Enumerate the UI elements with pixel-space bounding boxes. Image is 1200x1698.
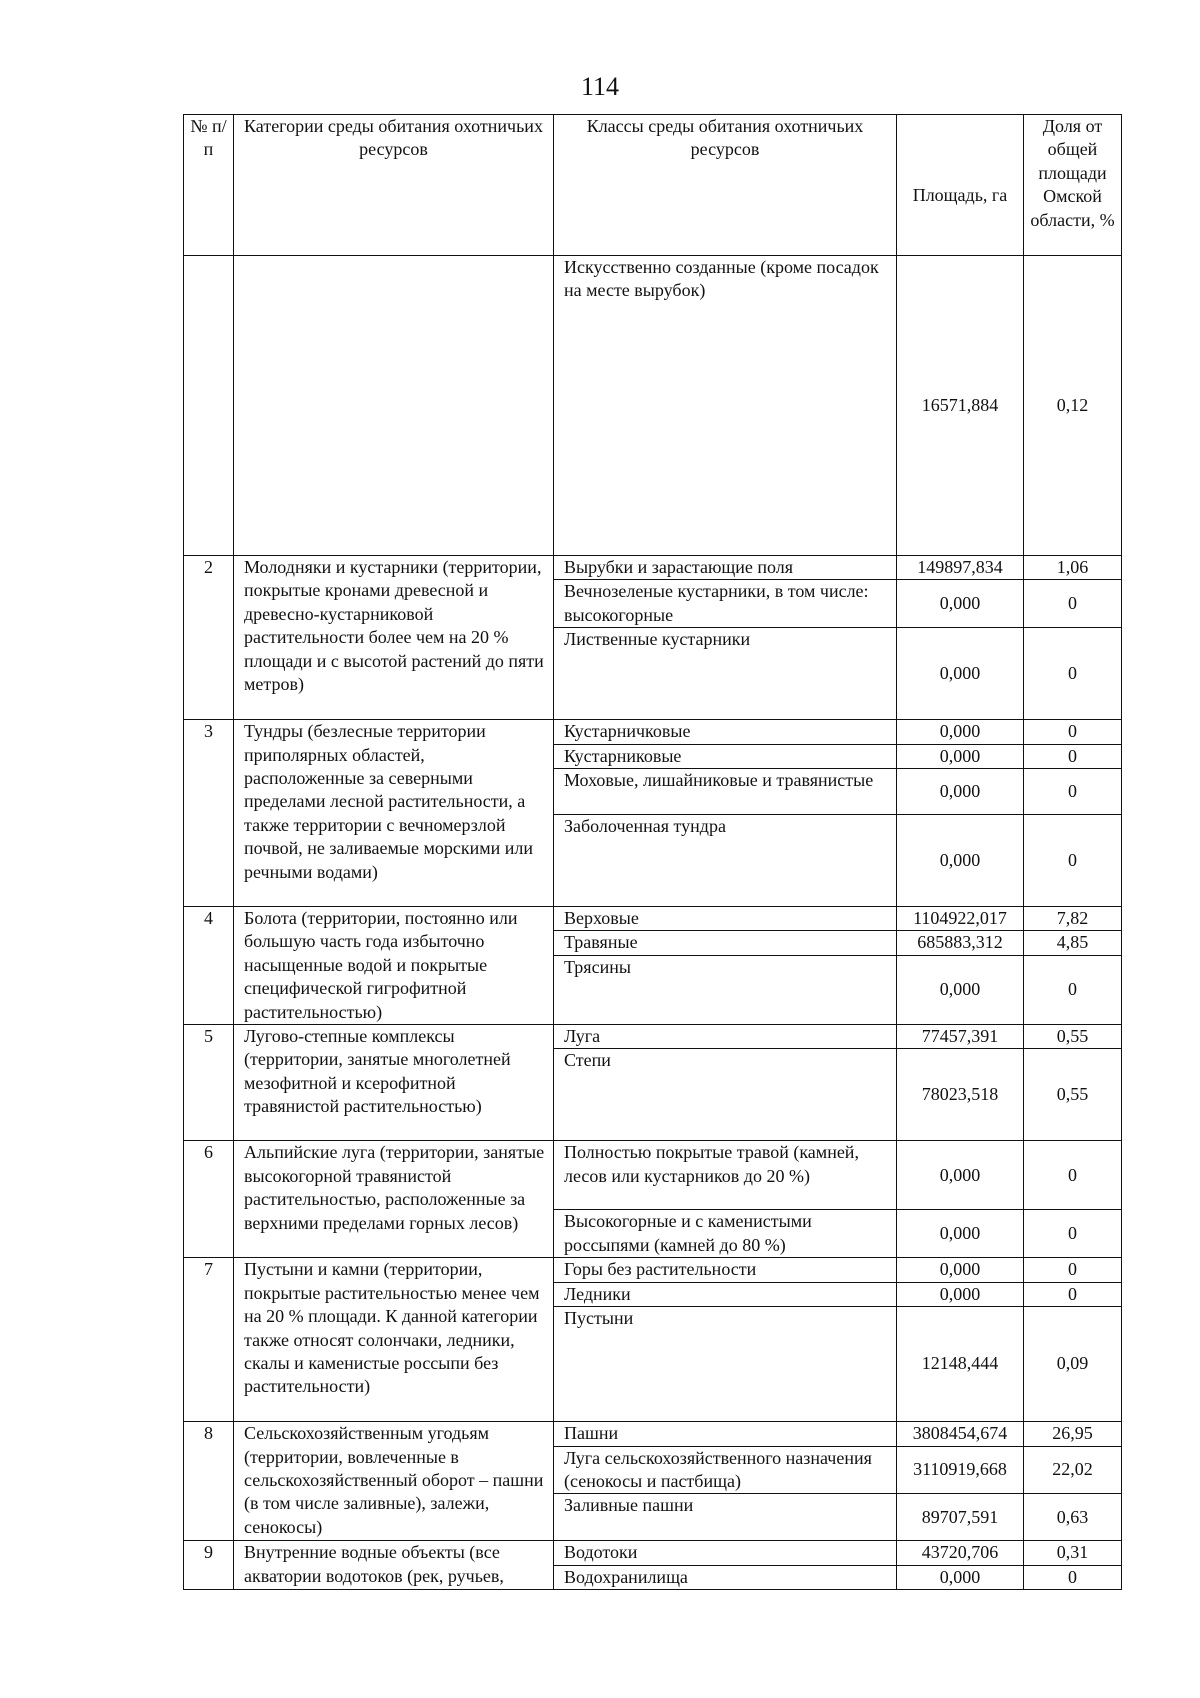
habitat-class: Трясины [554,955,897,1024]
area-value: 0,000 [897,955,1024,1024]
habitat-table [183,114,1122,1590]
habitat-class: Высокогорные и с каменистыми россыпями (камней до 80 %) [554,1210,897,1258]
area-value: 43720,706 [897,1541,1024,1565]
header-share: Доля от общей площади Омской области, % [1024,115,1122,256]
share-value: 26,95 [1024,1422,1122,1446]
share-value: 0 [1024,628,1122,720]
table-row [184,1258,1122,1282]
area-value: 0,000 [897,1282,1024,1306]
habitat-class: Пустыни [554,1307,897,1422]
table-row [184,1141,1122,1210]
share-value: 0 [1024,955,1122,1024]
table-row [184,1541,1122,1565]
row-number: 4 [184,907,234,1025]
area-value: 0,000 [897,1210,1024,1258]
area-value: 0,000 [897,1565,1024,1589]
row-number: 9 [184,1541,234,1590]
share-value: 0 [1024,1141,1122,1210]
habitat-class: Кустарничковые [554,720,897,744]
share-value: 0 [1024,1282,1122,1306]
habitat-class: Полностью покрытые травой (камней, лесов или кустарников до 20 %) [554,1141,897,1210]
habitat-category: Лугово-степные комплексы (территории, занятые многолетней мезофитной и ксерофитной травянистой растительностью) [234,1025,554,1141]
habitat-class: Искусственно созданные (кроме посадок на месте вырубок) [554,256,897,556]
share-value: 4,85 [1024,931,1122,955]
table-row [184,907,1122,931]
row-number: 5 [184,1025,234,1141]
share-value: 0,31 [1024,1541,1122,1565]
share-value: 0 [1024,580,1122,628]
habitat-category [234,256,554,556]
row-number: 7 [184,1258,234,1422]
habitat-class: Луга [554,1025,897,1049]
table-row [184,1025,1122,1049]
habitat-class: Пашни [554,1422,897,1446]
share-value: 22,02 [1024,1446,1122,1494]
row-number: 8 [184,1422,234,1541]
area-value: 685883,312 [897,931,1024,955]
area-value: 1104922,017 [897,907,1024,931]
habitat-class: Луга сельскохозяйственного назначения (сенокосы и пастбища) [554,1446,897,1494]
habitat-class: Верховые [554,907,897,931]
area-value: 3808454,674 [897,1422,1024,1446]
habitat-class: Водохранилища [554,1565,897,1589]
habitat-category: Альпийские луга (территории, занятые высокогорной травянистой растительностью, расположенные за верхними пределами горных лесов) [234,1141,554,1258]
habitat-class: Заливные пашни [554,1494,897,1541]
area-value: 78023,518 [897,1049,1024,1141]
area-value: 77457,391 [897,1025,1024,1049]
habitat-category: Внутренние водные объекты (все акватории водотоков (рек, ручьев, [234,1541,554,1590]
page-number: 114 [580,72,620,101]
habitat-class: Водотоки [554,1541,897,1565]
share-value: 0 [1024,744,1122,768]
share-value: 0 [1024,720,1122,744]
area-value: 16571,884 [897,256,1024,556]
habitat-class: Степи [554,1049,897,1141]
area-value: 149897,834 [897,556,1024,580]
row-number: 3 [184,720,234,907]
habitat-category: Тундры (безлесные территории приполярных областей, расположенные за северными пределами лесной растительности, а также территории с вечномерзлой почвой, не заливаемые морскими или речными водами) [234,720,554,907]
row-number [184,256,234,556]
share-value: 0,55 [1024,1025,1122,1049]
habitat-class: Ледники [554,1282,897,1306]
row-number: 6 [184,1141,234,1258]
habitat-class: Вечнозеленые кустарники, в том числе: высокогорные [554,580,897,628]
habitat-class: Лиственные кустарники [554,628,897,720]
habitat-class: Кустарниковые [554,744,897,768]
habitat-class: Травяные [554,931,897,955]
area-value: 0,000 [897,1141,1024,1210]
header-area: Площадь, га [897,115,1024,256]
share-value: 0,55 [1024,1049,1122,1141]
habitat-class: Моховые, лишайниковые и травянистые [554,769,897,815]
header-row [184,115,1122,256]
area-value: 0,000 [897,769,1024,815]
row-number: 2 [184,556,234,720]
area-value: 0,000 [897,628,1024,720]
share-value: 0,09 [1024,1307,1122,1422]
share-value: 0 [1024,769,1122,815]
area-value: 0,000 [897,580,1024,628]
area-value: 89707,591 [897,1494,1024,1541]
share-value: 1,06 [1024,556,1122,580]
area-value: 0,000 [897,744,1024,768]
share-value: 0 [1024,815,1122,907]
table-row [184,256,1122,556]
habitat-class: Вырубки и зарастающие поля [554,556,897,580]
habitat-class: Горы без растительности [554,1258,897,1282]
share-value: 0 [1024,1210,1122,1258]
table-row [184,1422,1122,1446]
table-body [184,256,1122,1590]
table-row [184,720,1122,744]
share-value: 0 [1024,1258,1122,1282]
habitat-category: Пустыни и камни (территории, покрытые растительностью менее чем на 20 % площади. К данной категории также относят солончаки, ледники, скалы и каменистые россыпи без растительности) [234,1258,554,1422]
share-value: 0,12 [1024,256,1122,556]
habitat-category: Сельскохозяйственным угодьям (территории, вовлеченные в сельскохозяйственный оборот – пашни (в том числе заливные), залежи, сенокосы) [234,1422,554,1541]
header-num: № п/п [184,115,234,256]
area-value: 3110919,668 [897,1446,1024,1494]
area-value: 0,000 [897,720,1024,744]
header-class: Классы среды обитания охотничьих ресурсов [554,115,897,256]
habitat-class: Заболоченная тундра [554,815,897,907]
habitat-category: Молодняки и кустарники (территории, покрытые кронами древесной и древесно-кустарниковой растительности более чем на 20 % площади и с высотой растений до пяти метров) [234,556,554,720]
area-value: 0,000 [897,815,1024,907]
share-value: 0,63 [1024,1494,1122,1541]
area-value: 0,000 [897,1258,1024,1282]
share-value: 0 [1024,1565,1122,1589]
table-row [184,556,1122,580]
habitat-category: Болота (территории, постоянно или большую часть года избыточно насыщенные водой и покрытые специфической гигрофитной растительностью) [234,907,554,1025]
header-category: Категории среды обитания охотничьих ресурсов [234,115,554,256]
area-value: 12148,444 [897,1307,1024,1422]
share-value: 7,82 [1024,907,1122,931]
